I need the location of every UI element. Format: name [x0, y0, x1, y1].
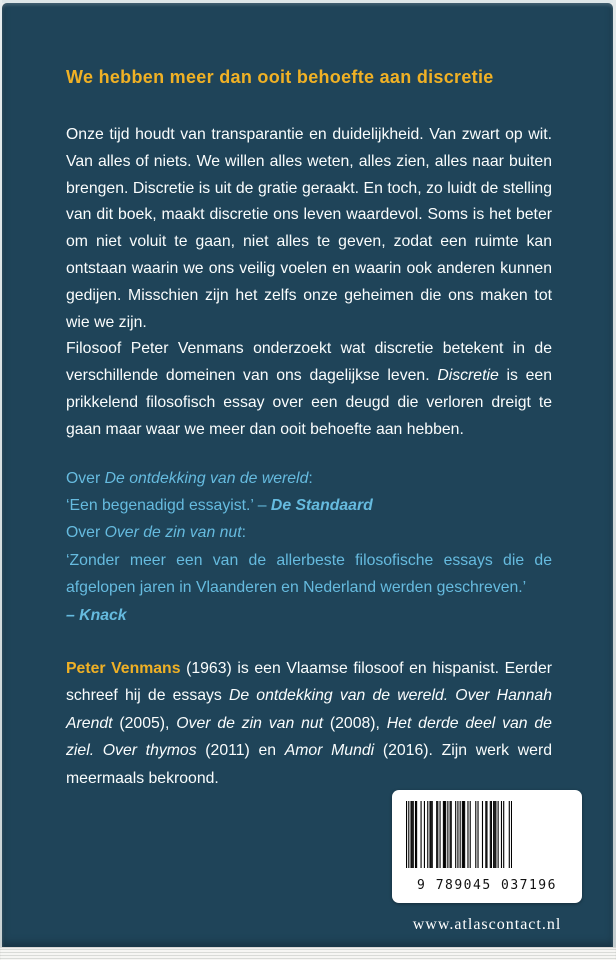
press-quote-line: ‘Zonder meer een van de allerbeste filosofische essays die de afgelopen jaren in Vlaanderen en Nederland werden geschreven.’ — [66, 551, 552, 597]
book-left-edge — [0, 0, 2, 947]
barcode-number: 9 789045 037196 — [417, 878, 557, 893]
cover-tagline: We hebben meer dan ooit behoefte aan discretie — [66, 67, 494, 87]
blurb-paragraph-2: Filosoof Peter Venmans onderzoekt wat discretie betekent in de verschillende domeinen van ons dagelijkse leven. Discretie is een prikkelend filosofisch essay over een deugd die verloren dreigt te gaan maar waar we meer dan ooit behoefte aan hebben. — [66, 340, 552, 438]
barcode — [392, 790, 582, 903]
press-quote-line: ‘Een begenadigd essayist.’ – De Standaard — [66, 496, 373, 514]
book-page-block-edge — [0, 947, 616, 960]
book-top-edge — [0, 0, 616, 3]
press-quote-source-line: Over Over de zin van nut: — [66, 524, 246, 542]
cover-background — [2, 3, 613, 947]
press-quotes — [66, 465, 552, 629]
blurb-paragraph-1: Onze tijd houdt van transparantie en duidelijkheid. Van zwart op wit. Van alles of niets. We willen alles weten, alles zien, alles naar buiten brengen. Discretie is uit de gratie geraakt. En toch, zo luidt de stelling van dit boek, maakt discretie ons leven waardevol. Soms is het beter om niet voluit te gaan, niet alles te geven, zodat een ruimte kan ontstaan waarin we ons veilig voelen en waarin ook anderen kunnen gedijen. Misschien zijn het zelfs onze geheimen die ons maken tot wie we zijn. — [66, 126, 552, 331]
publisher-url: www.atlascontact.nl — [412, 916, 562, 933]
cover-content — [66, 3, 552, 792]
press-quote-attribution: – Knack — [66, 606, 127, 624]
press-quote-source-line: Over De ontdekking van de wereld: — [66, 469, 313, 487]
author-bio: Peter Venmans (1963) is een Vlaamse filosoof en hispanist. Eerder schreef hij de essays De ontdekking van de wereld. Over Hannah Arendt (2005), Over de zin van nut (2008), Het derde deel van de ziel. Over thymos (2011) en Amor Mundi (2016). Zijn werk werd meermaals bekroond. — [66, 660, 552, 787]
barcode-bars-icon — [406, 801, 512, 868]
